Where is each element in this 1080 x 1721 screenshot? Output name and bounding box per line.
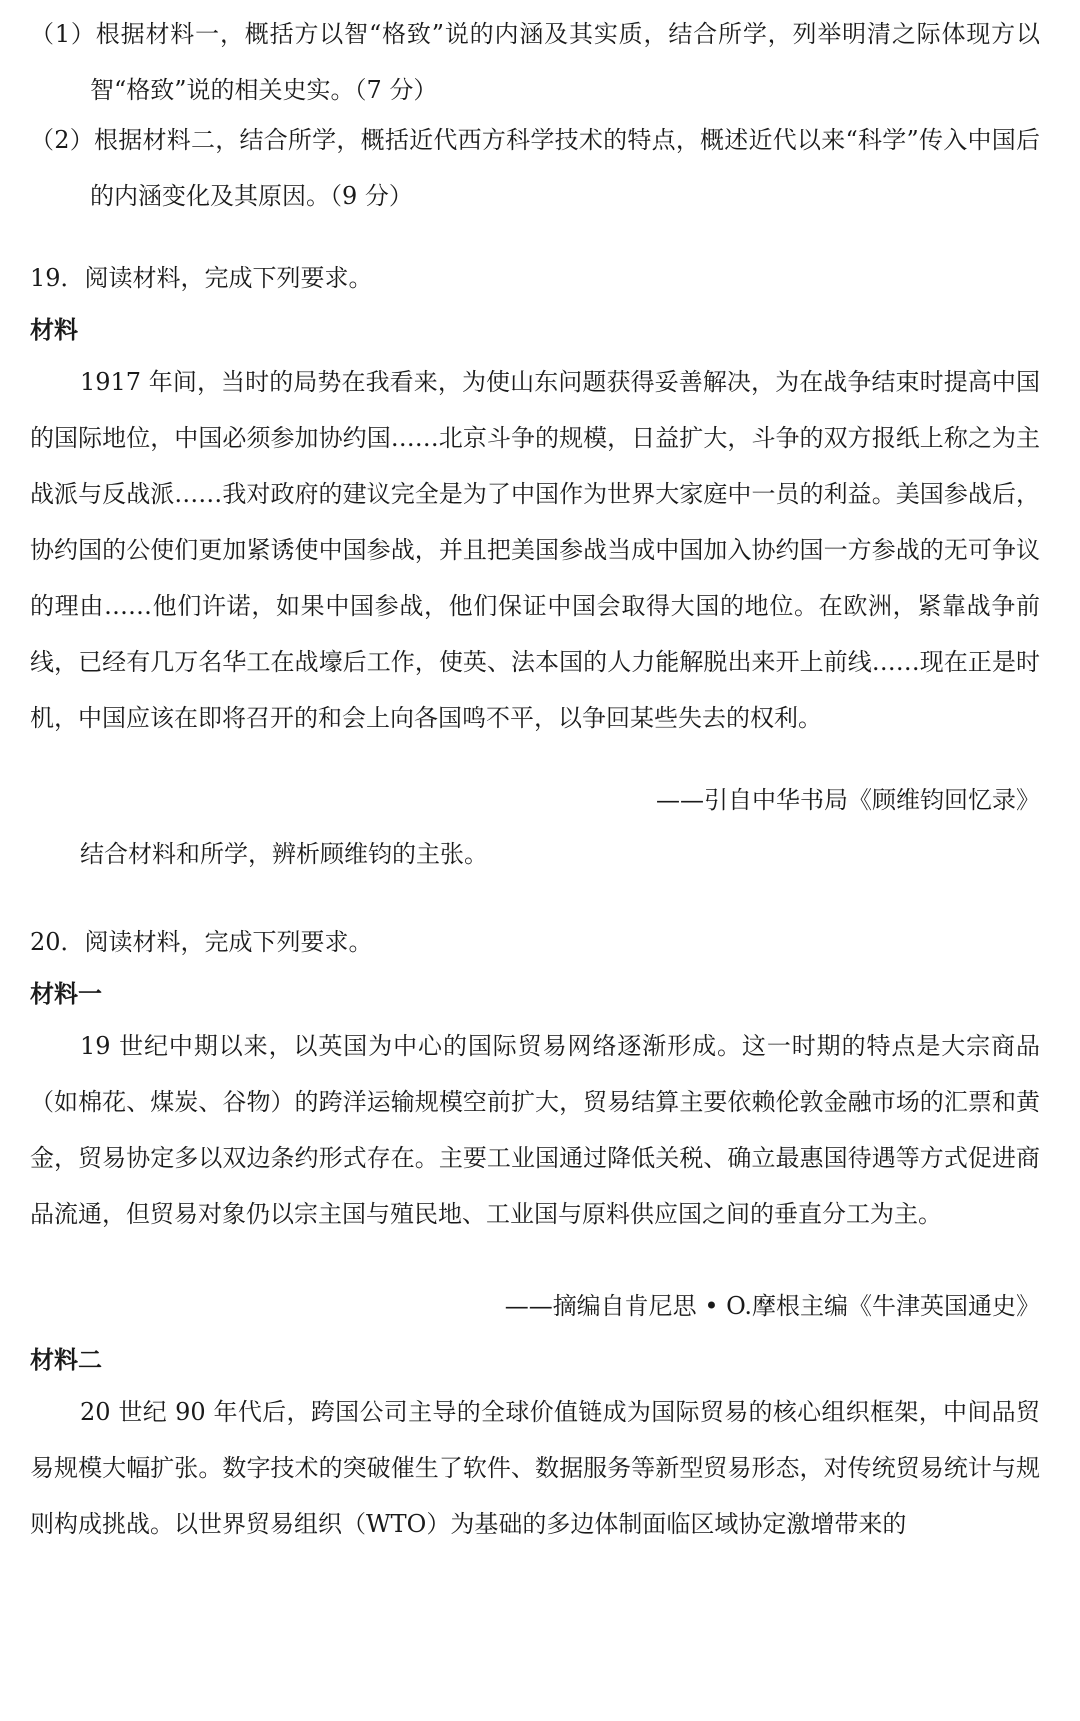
q20-material1-text: 19 世纪中期以来，以英国为中心的国际贸易网络逐渐形成。这一时期的特点是大宗商品（如棉花、煤炭、谷物）的跨洋运输规模空前扩大，贸易结算主要依赖伦敦金融市场的汇票和黄金，贸易协定多以双边条约形式存在。主要工业国通过降低关税、确立最惠国待遇等方式促进商品流通，但贸易对象仍以宗主国与殖民地、工业国与原料供应国之间的垂直分工为主。	[30, 1032, 1040, 1228]
q19-material-label: 材料	[30, 315, 78, 344]
q19-material-text: 1917 年间，当时的局势在我看来，为使山东问题获得妥善解决，为在战争结束时提高中国的国际地位，中国必须参加协约国……北京斗争的规模，日益扩大，斗争的双方报纸上称之为主战派与反战派……我对政府的建议完全是为了中国作为世界大家庭中一员的利益。美国参战后，协约国的公使们更加紧诱使中国参战，并且把美国参战当成中国加入协约国一方参战的无可争议的理由……他们许诺，如果中国参战，他们保证中国会取得大国的地位。在欧洲，紧靠战争前线，已经有几万名华工在战壕后工作，使英、法本国的人力能解脱出来开上前线……现在正是时机，中国应该在即将召开的和会上向各国鸣不平，以争回某些失去的权利。	[30, 368, 1040, 732]
q18-part-2: （2）根据材料二，结合所学，概括近代西方科学技术的特点，概述近代以来“科学”传入中国后的内涵变化及其原因。（9 分）	[30, 126, 1040, 210]
q19-question: 结合材料和所学，辨析顾维钧的主张。	[80, 840, 488, 868]
q19-source: ——引自中华书局《顾维钧回忆录》	[656, 786, 1040, 814]
q20-material1-source: ——摘编自肯尼思 • O.摩根主编《牛津英国通史》	[504, 1292, 1040, 1320]
q20-material1-label: 材料一	[30, 979, 102, 1008]
q20-material2-text: 20 世纪 90 年代后，跨国公司主导的全球价值链成为国际贸易的核心组织框架，中间品贸易规模大幅扩张。数字技术的突破催生了软件、数据服务等新型贸易形态，对传统贸易统计与规则构成挑战。以世界贸易组织（WTO）为基础的多边体制面临区域协定激增带来的	[30, 1398, 1040, 1538]
q20-material2-label: 材料二	[30, 1345, 102, 1374]
q18-part-1: （1）根据材料一，概括方以智“格致”说的内涵及其实质，结合所学，列举明清之际体现方以智“格致”说的相关史实。（7 分）	[30, 20, 1040, 104]
q20-title: 20．阅读材料，完成下列要求。	[30, 928, 373, 956]
q19-title: 19．阅读材料，完成下列要求。	[30, 264, 373, 292]
